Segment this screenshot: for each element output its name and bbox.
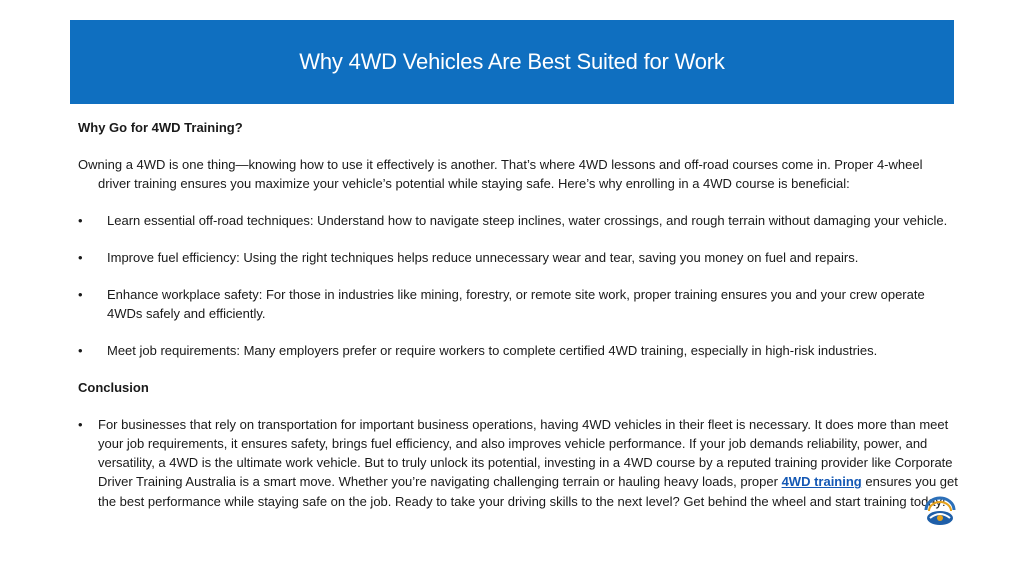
list-item bbox=[78, 285, 958, 323]
bullet-text: Enhance workplace safety: For those in industries like mining, forestry, or remote site work, proper training ensures you and your crew operate 4WDs safely and efficiently. bbox=[107, 287, 925, 322]
driver-training-logo-icon bbox=[920, 496, 960, 528]
bullet-icon: • bbox=[78, 287, 83, 303]
list-item bbox=[78, 211, 958, 230]
bullet-text: Learn essential off-road techniques: Understand how to navigate steep inclines, water crossings, and rough terrain without damaging your vehicle. bbox=[107, 212, 948, 228]
training-link[interactable]: 4WD training bbox=[781, 474, 862, 490]
intro-paragraph: Owning a 4WD is one thing—knowing how to use it effectively is another. That’s where 4WD lessons and off-road courses come in. Proper 4-wheel driver training ensures you maximize your vehicle’s potential while staying safe. Here’s why enrolling in a 4WD course is beneficial: bbox=[78, 157, 923, 192]
bullet-text: Meet job requirements: Many employers prefer or require workers to complete certified 4WD training, especially in high-risk industries. bbox=[107, 343, 878, 359]
conclusion-text-start: For businesses that rely on transportation for important business operations, having 4WD vehicles in their fleet is necessary. It does more than meet your job requirements, it ensures safety, brings fuel efficiency, and also improves vehicle performance. If your job demands reliability, power, and versatility, a 4WD is the ultimate work vehicle. But to truly unlock its potential, investing in a 4WD course by a reputed training provider like Corporate Driver Training Australia is a smart move. Whether you’re navigating challenging terrain or hauling heavy loads, proper bbox=[98, 416, 953, 490]
bullet-icon: • bbox=[78, 343, 83, 359]
conclusion-paragraph bbox=[78, 415, 958, 511]
conclusion-text-end: ensures you get the best performance while staying safe on the job. Ready to take your driving skills to the next level? Get behind the wheel and start training today! bbox=[98, 474, 958, 509]
list-item bbox=[78, 341, 958, 360]
list-item bbox=[78, 248, 958, 267]
bullet-icon: • bbox=[78, 416, 83, 432]
bullet-icon: • bbox=[78, 249, 83, 265]
bullet-icon: • bbox=[78, 212, 83, 228]
section-heading-conclusion: Conclusion bbox=[78, 379, 149, 395]
bullet-text: Improve fuel efficiency: Using the right techniques helps reduce unnecessary wear and tear, saving you money on fuel and repairs. bbox=[107, 249, 859, 265]
page-title: Why 4WD Vehicles Are Best Suited for Work bbox=[299, 49, 725, 74]
title-banner bbox=[70, 20, 954, 104]
slide-content bbox=[78, 118, 958, 511]
section-heading-training: Why Go for 4WD Training? bbox=[78, 120, 243, 135]
